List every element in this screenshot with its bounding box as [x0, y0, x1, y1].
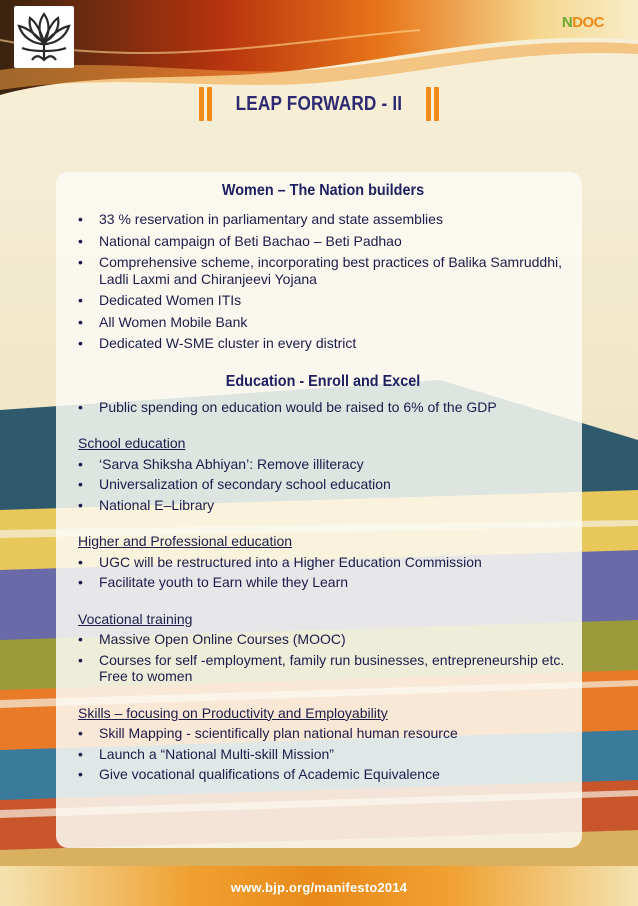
women-heading: Women – The Nation builders: [221, 182, 425, 199]
list-item: • Facilitate youth to Earn while they Learn: [78, 574, 349, 590]
title-left-bars: [199, 87, 212, 121]
vocational-training-heading: Vocational training: [78, 610, 193, 627]
list-item: • Comprehensive scheme, incorporating best practices of Balika Samruddhi, Ladli Laxmi and Chiranjeevi Yojana: [78, 254, 563, 287]
list-item: • Massive Open Online Courses (MOOC): [78, 631, 346, 647]
list-item: • ‘Sarva Shiksha Abhiyan’: Remove illiteracy: [78, 455, 364, 472]
list-item: • Public spending on education would be raised to 6% of the GDP: [78, 398, 497, 415]
list-item: • Courses for self -employment, family run businesses, entrepreneurship etc. Free to women: [78, 651, 565, 684]
page-title: LEAP FORWARD - II: [235, 92, 403, 115]
list-item: • National campaign of Beti Bachao – Beti Padhao: [78, 232, 402, 249]
list-item: • UGC will be restructured into a Higher Education Commission: [78, 553, 482, 570]
ndoc-logo-n: N: [561, 14, 573, 31]
list-item: • 33 % reservation in parliamentary and state assemblies: [78, 211, 443, 227]
women-list: [78, 211, 568, 352]
ndoc-logo: [562, 14, 604, 31]
list-item: • All Women Mobile Bank: [78, 313, 248, 330]
page-title-bar: [0, 86, 638, 122]
list-item: • Dedicated W-SME cluster in every district: [78, 335, 357, 351]
school-education-list: [78, 456, 568, 514]
lotus-logo-icon: [14, 6, 74, 68]
ndoc-logo-doc: DOC: [572, 14, 604, 31]
higher-education-heading: Higher and Professional education: [78, 533, 293, 549]
higher-education-list: [78, 554, 568, 591]
title-right-bars: [426, 87, 439, 121]
school-education-heading: School education: [78, 435, 186, 451]
skills-list: [78, 725, 568, 783]
vocational-training-list: [78, 631, 568, 685]
list-item: • Universalization of secondary school education: [78, 476, 391, 492]
footer-url: www.bjp.org/manifesto2014: [230, 880, 408, 895]
skills-heading: Skills – focusing on Productivity and Employability: [78, 704, 388, 721]
education-list: [78, 399, 568, 416]
list-item: • Give vocational qualifications of Academic Equivalence: [78, 766, 440, 782]
list-item: • National E–Library: [78, 496, 215, 513]
education-heading: Education - Enroll and Excel: [225, 372, 421, 390]
content: [78, 172, 568, 783]
list-item: • Skill Mapping - scientifically plan national human resource: [78, 725, 458, 741]
list-item: • Dedicated Women ITIs: [78, 292, 242, 308]
list-item: • Launch a “National Multi-skill Mission”: [78, 745, 334, 762]
